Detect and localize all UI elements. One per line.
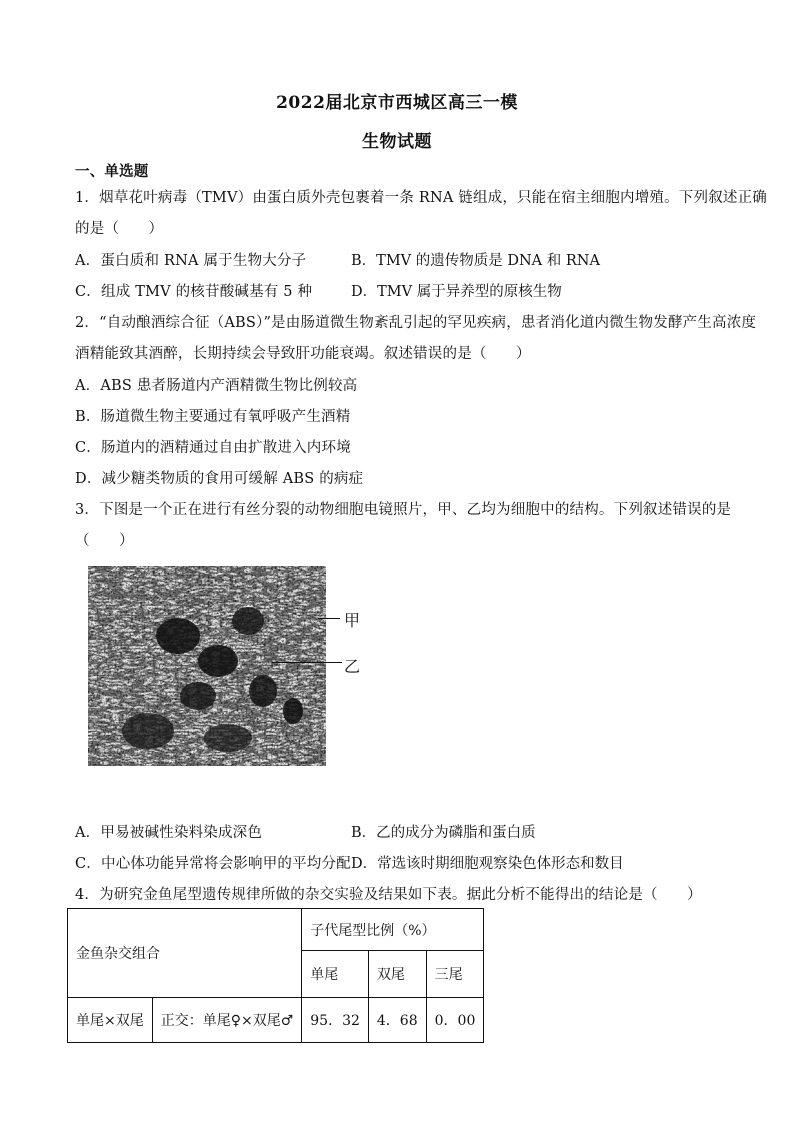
q2-option-d: D．减少糖类物质的食用可缓解 ABS 的病症	[75, 471, 364, 487]
table-row	[68, 998, 484, 1043]
q2-option-c: C．肠道内的酒精通过自由扩散进入内环境	[75, 440, 351, 456]
micrograph-image	[88, 566, 326, 766]
q3-option-d: D．常选该时期细胞观察染色体形态和数目	[351, 856, 624, 872]
section-heading: 一、单选题	[75, 163, 149, 180]
q2-option-b: B．肠道微生物主要通过有氧呼吸产生酒精	[75, 409, 351, 425]
header-cross-group: 金鱼杂交组合	[68, 909, 302, 998]
q3-option-b: B．乙的成分为磷脂和蛋白质	[351, 825, 536, 841]
cell-micrograph	[88, 566, 326, 766]
label-leader-yi	[272, 662, 342, 663]
q2-stem-line1: 2．“自动酿酒综合征（ABS）”是由肠道微生物紊乱引起的罕见疾病，患者消化道内微生物发酵产生高浓度	[75, 315, 757, 331]
header-triple-tail: 三尾	[426, 951, 484, 998]
q3-option-a: A．甲易被碱性染料染成深色	[75, 825, 263, 841]
exam-title: 2022届北京市西城区高三一模	[276, 93, 518, 113]
q3-stem-line1: 3．下图是一个正在进行有丝分裂的动物细胞电镜照片，甲、乙均为细胞中的结构。下列叙述错误的是	[75, 502, 732, 518]
q2-stem-line2: 酒精能致其酒醉，长期持续会导致肝功能衰竭。叙述错误的是（ ）	[75, 346, 531, 362]
header-single-tail: 单尾	[302, 951, 369, 998]
cell-value-double: 4．68	[368, 998, 426, 1043]
q1-option-c: C．组成 TMV 的核苷酸碱基有 5 种	[75, 284, 313, 300]
q1-stem-line1: 1．烟草花叶病毒（TMV）由蛋白质外壳包裹着一条 RNA 链组成，只能在宿主细胞内增殖。下列叙述正确	[75, 190, 768, 206]
cross-results-table	[67, 908, 484, 1043]
q2-option-a: A．ABS 患者肠道内产酒精微生物比例较高	[75, 378, 358, 394]
cell-cross: 单尾×双尾	[68, 998, 153, 1043]
q3-stem-line2: （ ）	[75, 533, 134, 549]
label-yi: 乙	[344, 657, 361, 676]
q1-option-d: D．TMV 属于异养型的原核生物	[351, 284, 562, 300]
header-offspring-ratio: 子代尾型比例（%）	[302, 909, 484, 951]
q1-option-a: A．蛋白质和 RNA 属于生物大分子	[75, 253, 307, 269]
label-leader-jia	[318, 618, 340, 619]
cell-value-triple: 0．00	[426, 998, 484, 1043]
q1-stem-line2: 的是（ ）	[75, 221, 164, 237]
q3-option-c: C．中心体功能异常将会影响甲的平均分配	[75, 856, 351, 872]
q4-stem: 4．为研究金鱼尾型遗传规律所做的杂交实验及结果如下表。据此分析不能得出的结论是（ ）	[75, 887, 702, 903]
cell-cross-type: 正交：单尾♀×双尾♂	[152, 998, 302, 1043]
cell-value-single: 95．32	[302, 998, 369, 1043]
exam-subject: 生物试题	[362, 132, 432, 152]
label-jia: 甲	[344, 611, 361, 630]
header-double-tail: 双尾	[368, 951, 426, 998]
q1-option-b: B．TMV 的遗传物质是 DNA 和 RNA	[351, 253, 600, 269]
